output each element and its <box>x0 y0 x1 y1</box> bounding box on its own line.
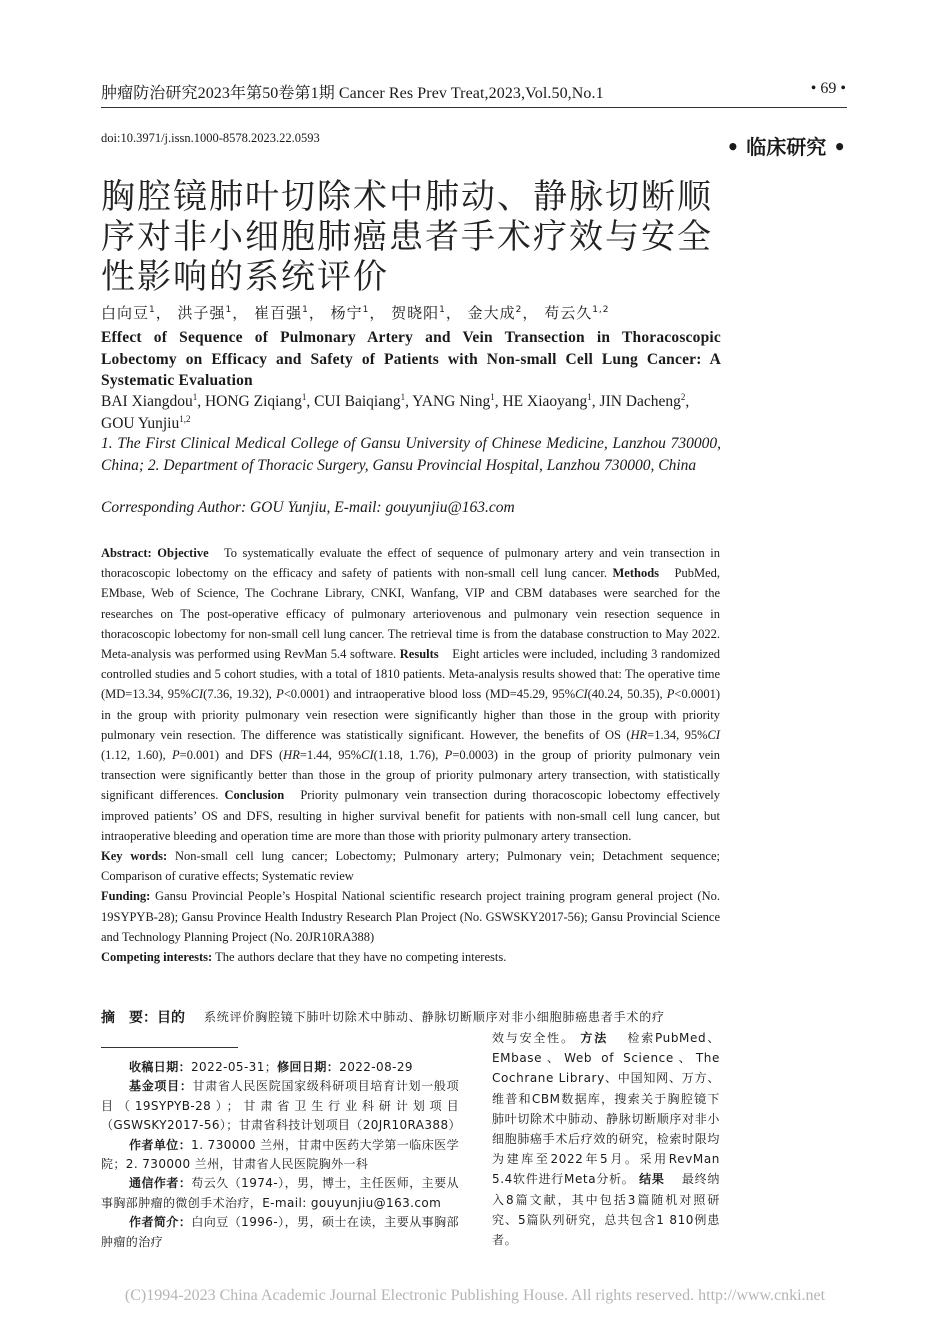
author-cn: 杨宁 <box>330 304 363 322</box>
page-number: • 69 • <box>810 80 846 97</box>
author-cn: 洪子强 <box>177 304 226 322</box>
copyright-watermark: (C)1994-2023 China Academic Journal Electronic Publishing House. All rights reserved. http://www.cnki.net <box>124 1287 826 1304</box>
abstract-chinese-body: 效与安全性。 方法 检索PubMed、EMbase、Web of Science、The Cochrane Library、中国知网、万方、维普和CBM数据库，搜索关于胸腔镜下肺叶切除术中肺动、静脉切断顺序对非小细胞肺癌手术后疗效的研究，检索时限均为建库至2022年5月。采用RevMan 5.4软件进行Meta分析。 结果 最终纳入8篇文献，其中包括3篇随机对照研究、5篇队列研究，总共包含1 810例患者。 <box>492 1031 721 1248</box>
author-cn: 崔百强 <box>254 304 303 322</box>
abstract-chinese-label: 摘 要：目的 <box>101 1010 185 1026</box>
footnote-corresponding: 通信作者：苟云久（1974-），男，博士，主任医师，主要从事胸部肿瘤的微创手术治疗，E-mail: gouyunjiu@163.com <box>101 1176 459 1210</box>
competing-interests: Competing interests: The authors declare that they have no competing interests. <box>101 950 507 965</box>
authors-english: BAI Xiangdou$^1$, HONG Ziqiang$^1$, CUI Baiqiang$^1$, YANG Ning$^1$, HE Xiaoyang$^1$, JIN Dacheng$^2$, GOU Yunjiu$^{1,2}$ <box>101 391 690 432</box>
running-header: 肿瘤防治研究2023年第50卷第1期 Cancer Res Prev Treat,2023,Vol.50,No.1 <box>101 85 604 102</box>
authors-chinese: 白向豆$^1$， 洪子强$^1$， 崔百强$^1$， 杨宁$^1$， 贺晓阳$^1$， 金大成$^2$， 苟云久$^{1,2}$ <box>101 304 610 322</box>
abstract-english: Abstract: Objective To systematically evaluate the effect of sequence of pulmonary artery and vein transection in thoracoscopic lobectomy on the efficacy and safety of patients with non-small cell lung cancer. Methods PubMed, EMbase, Web of Science, The Cochrane Library, CNKI, Wanfang, VIP and CBM databases were searched for the researches on The post-operative efficacy of pulmonary arteriovenous and pulmonary vein resection sequence in thoracoscopic lobectomy for non-small cell lung cancer. The retrieval time is from the database construction to May 2022. Meta-analysis was performed using RevMan 5.4 software. Results Eight articles were included, including 3 randomized controlled studies and 5 cohort studies, with a total of 1810 patients. Meta-analysis results showed that: The operative time (MD=13.34, 95%CI(7.36, 19.32), P<0.0001) and intraoperative blood loss (MD=45.29, 95%CI(40.24, 50.35), P<0.0001) in the group with priority pulmonary vein resection were significantly higher than those in the group with priority pulmonary vein resection. The difference was statistically significant. However, the benefits of OS (HR=1.34, 95%CI (1.12, 1.60), P=0.001) and DFS (HR=1.44, 95%CI(1.18, 1.76), P=0.0003) in the group of priority pulmonary vein transection were significantly better than those in the group of priority pulmonary artery transection, with statistically significant differences. Conclusion Priority pulmonary vein transection during thoracoscopic lobectomy effectively improved patients’ OS and DFS, resulting in higher survival benefit for patients with non-small cell lung cancer, but intraoperative bleeding and operation time are more than those with priority pulmonary artery transection. Key words: Non-small cell lung cancer; Lobectomy; Pulmonary artery; Pulmonary vein; Detachment sequence; Comparison of curative effects; Systematic review Funding: Gansu Provincial People’s Hospital National scientific research project training program general project (No. 19SYPYB-28); Gansu Province Health Industry Research Plan Project (No. GSWSKY2017-56); Gansu Provincial Science and Technology Planning Project (No. 20JR10RA388) Competing interests: The authors declare that they have no competing interests. <box>101 543 720 967</box>
author-cn: 苟云久 <box>544 304 593 322</box>
footnote-dates: 收稿日期：2022-05-31；修回日期：2022-08-29 <box>129 1060 413 1074</box>
funding: Funding: Gansu Provincial People’s Hospital National scientific research project training program general project (No. 19SYPYB-28); Gansu Province Health Industry Research Plan Project (No. GSWSKY2017-56); Gansu Provincial Science and Technology Planning Project (No. 20JR10RA388) <box>101 889 720 944</box>
header-divider <box>101 107 847 108</box>
footnote-divider <box>101 1047 238 1048</box>
author-cn: 金大成 <box>467 304 516 322</box>
footnote-fund: 基金项目：甘肃省人民医院国家级科研项目培育计划一般项目（19SYPYB-28）；甘肃省卫生行业科研计划项目（GSWSKY2017-56）；甘肃省科技计划项目（20JR10RA388） <box>101 1079 461 1133</box>
keywords: Key words: Non-small cell lung cancer; Lobectomy; Pulmonary artery; Pulmonary vein; Detachment sequence; Comparison of curative effects; Systematic review <box>101 849 721 884</box>
affiliations: 1. The First Clinical Medical College of Gansu University of Chinese Medicine, Lanzhou 730000, China; 2. Department of Thoracic Surgery, Gansu Provincial Hospital, Lanzhou 730000, China <box>101 435 721 474</box>
abstract-chinese-objective: 系统评价胸腔镜下肺叶切除术中肺动、静脉切断顺序对非小细胞肺癌患者手术的疗 <box>204 1010 665 1024</box>
corresponding-author: Corresponding Author: GOU Yunjiu, E-mail: gouyunjiu@163.com <box>101 499 515 516</box>
title-chinese: 胸腔镜肺叶切除术中肺动、静脉切断顺序对非小细胞肺癌患者手术疗效与安全性影响的系统评价 <box>101 177 713 297</box>
title-english: Effect of Sequence of Pulmonary Artery and Vein Transection in Thoracoscopic Lobectomy on Efficacy and Safety of Patients with Non-small Cell Lung Cancer: A Systematic Evaluation <box>101 329 721 389</box>
footnote-unit: 作者单位：1. 730000 兰州，甘肃中医药大学第一临床医学院；2. 730000 兰州，甘肃省人民医院胸外一科 <box>101 1137 459 1172</box>
author-cn: 白向豆 <box>101 304 150 322</box>
footnotes <box>101 1058 459 1252</box>
author-cn: 贺晓阳 <box>391 304 440 322</box>
footnote-bio: 作者简介：白向豆（1996-），男，硕士在读，主要从事胸部肿瘤的治疗 <box>101 1215 459 1249</box>
section-label: • 临床研究 • <box>726 135 846 159</box>
doi[interactable]: doi:10.3971/j.issn.1000-8578.2023.22.0593 <box>101 131 320 145</box>
